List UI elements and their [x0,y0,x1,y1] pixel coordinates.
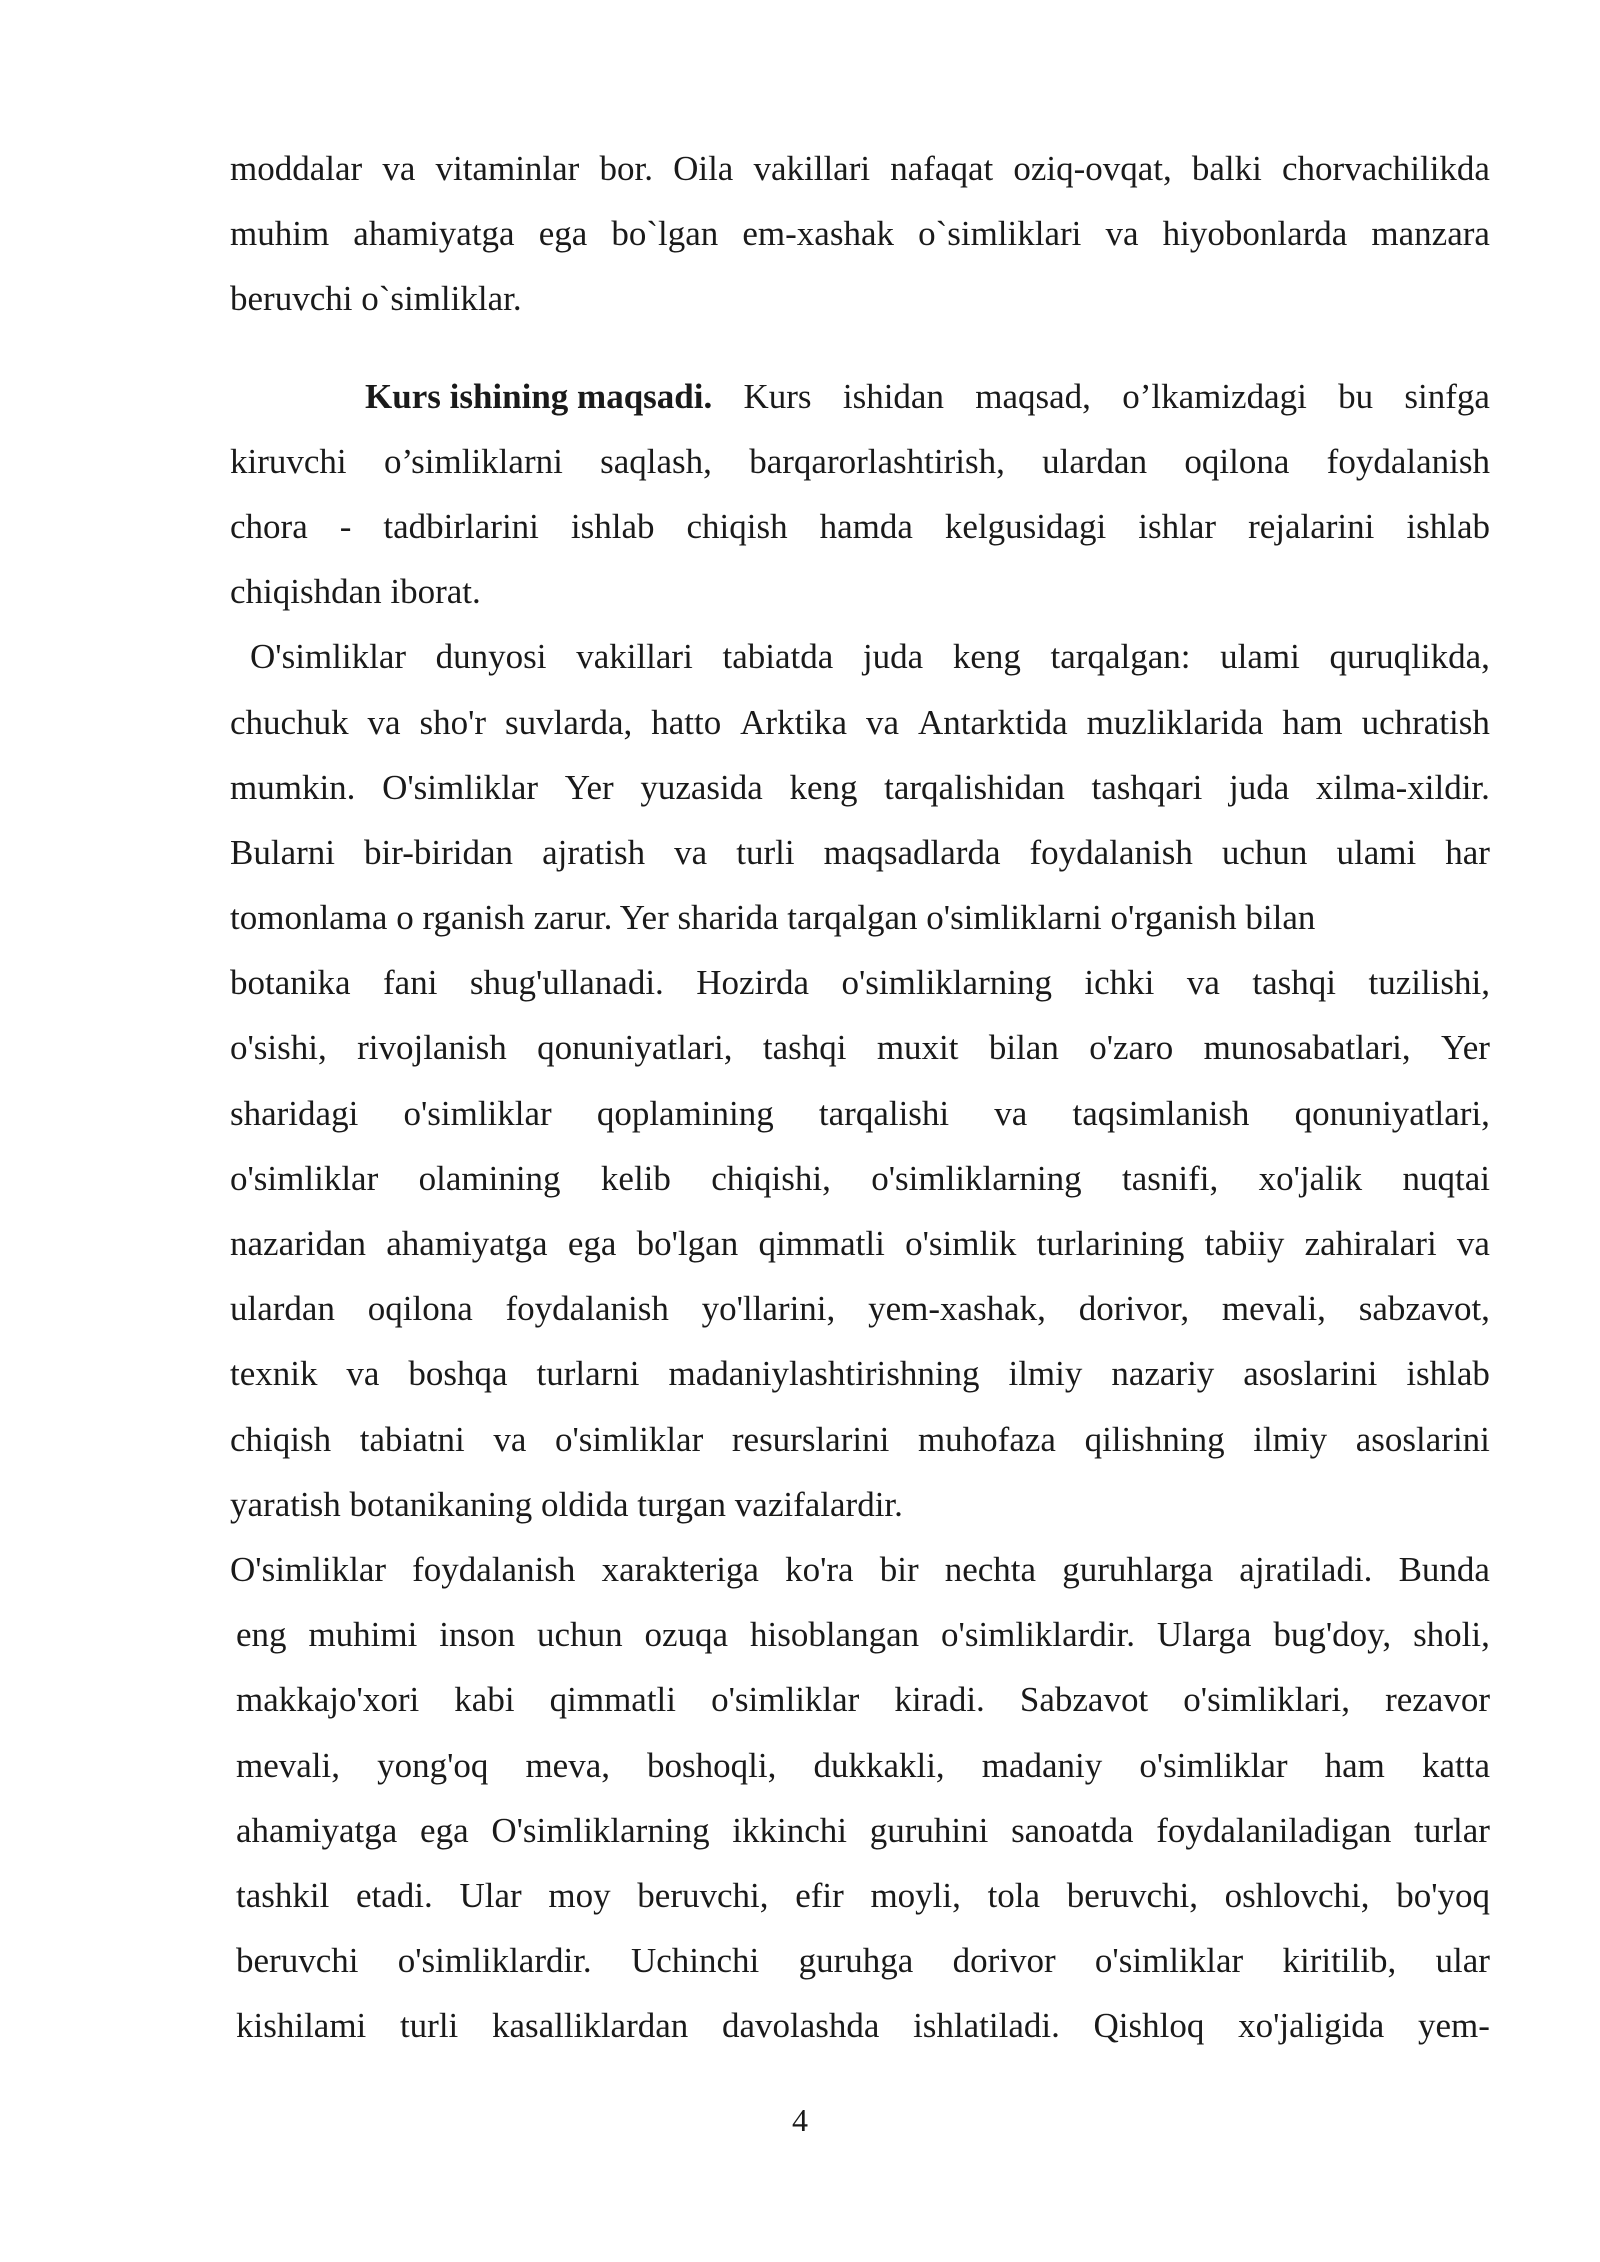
word: ham [1324,1745,1385,1785]
word: foydalanish [1326,441,1490,481]
word: chorvachilikda [1282,149,1490,188]
word: chiqish [230,1419,332,1459]
word: guruhlarga [1062,1549,1214,1589]
word: oshlovchi, [1224,1875,1370,1915]
word: ulami [1336,832,1417,872]
word: eng [236,1615,287,1655]
word: mumkin. [230,767,356,807]
word: ikkinchi [732,1810,848,1850]
word: tadbirlarini [383,506,539,546]
word: munosabatlari, [1203,1028,1411,1068]
text-line [230,494,1490,559]
paragraph-plant-groups [230,1537,1490,2059]
word: qimmatli [758,1224,885,1263]
page-number: 4 [792,2102,808,2138]
text-line [230,1146,1490,1211]
word: Sabzavot [1019,1680,1149,1720]
word: yuzasida [640,767,763,807]
word: o'simliklari, [1183,1680,1350,1720]
word: ishlab [1406,506,1490,546]
word: tabiatda [722,637,834,677]
word: va [1105,214,1139,254]
word: xo'jalik [1258,1158,1363,1198]
text-line [230,1667,1490,1732]
text-line [230,1993,1490,2058]
word: nafaqat [890,149,994,188]
word: yem- [1418,2006,1490,2046]
text-line [230,690,1490,755]
word: vakillari [753,149,871,188]
text-line [230,1863,1490,1928]
word: uchun [1221,832,1308,872]
word: ichki [1084,963,1155,1003]
word: sharidagi [230,1093,359,1133]
word: va [493,1419,527,1459]
word: turlarni [536,1354,640,1394]
word: bor. [599,149,653,188]
word: muxit [876,1028,959,1068]
word: Bularni [230,832,335,872]
word: zahiralari [1304,1224,1437,1263]
word: tasnifi, [1122,1158,1219,1198]
word: kishilami [236,2006,367,2046]
word: botanika [230,963,351,1003]
section-heading: Kurs ishining maqsadi. [365,376,713,416]
word: foydalanish [1029,832,1193,872]
word: dunyosi [435,637,547,677]
word: shug'ullanadi. [469,963,664,1003]
word: muhofaza [917,1419,1056,1459]
word: resurslarini [731,1419,890,1459]
text-line [230,1015,1490,1080]
word: sabzavot, [1358,1289,1490,1329]
word: maqsadlarda [823,832,1001,872]
word: inson [439,1615,516,1655]
word: chiqishi, [711,1158,831,1198]
word: makkajo'xori [236,1680,420,1720]
page-body [230,136,1490,2058]
text-line [230,136,1490,201]
word: meva, [525,1745,610,1785]
word: vitaminlar [435,149,580,188]
text-line: chiqishdan iborat. [230,572,481,612]
word: tuzilishi, [1368,963,1490,1003]
word: Qishloq [1093,2006,1205,2046]
word: olamining [418,1158,561,1198]
word: quruqlikda, [1329,637,1490,677]
text-line [230,820,1490,885]
word: qilishning [1084,1419,1225,1459]
word: maqsad, [975,376,1091,416]
word: ahamiyatga [386,1224,548,1263]
word: ishlar [1138,506,1217,546]
word: davolashda [721,2006,880,2046]
text-line [230,1081,1490,1146]
word: turlar [1414,1810,1490,1850]
word: Ularga [1156,1615,1252,1655]
word: turli [399,2006,459,2046]
word: kiruvchi [230,441,347,481]
word: bilan [988,1028,1059,1068]
word: Kurs [743,376,812,416]
word: Bunda [1398,1549,1490,1589]
text-line [230,201,1490,266]
text-line [230,1798,1490,1863]
text-line: tomonlama o rganish zarur. Yer sharida tarqalgan o'simliklarni o'rganish bilan [230,898,1316,938]
word: mevali, [236,1745,340,1785]
word: boshqa [408,1354,508,1394]
word: turlarining [1036,1224,1185,1263]
word: va [382,149,416,188]
word: ega [420,1810,469,1850]
word: ulardan [1042,441,1148,481]
word: hiyobonlarda [1162,214,1348,254]
word: tarqalishidan [884,767,1065,807]
word: oziq-ovqat, [1013,149,1172,188]
word: muhim [230,214,330,254]
word: foydalanish [412,1549,576,1589]
word: bir-biridan [364,832,514,872]
word: fani [383,963,438,1003]
word: barqarorlashtirish, [749,441,1005,481]
word: tabiatni [359,1419,465,1459]
word: ahamiyatga [236,1810,398,1850]
word: ular [1435,1941,1490,1981]
word: O'simliklar [382,767,539,807]
word: tashkil [236,1875,330,1915]
paragraph-gap [230,332,1490,364]
word: Antarktida [917,702,1068,742]
word: beruvchi [236,1941,359,1981]
word: qonuniyatlari, [1294,1093,1490,1133]
word: foydalaniladigan [1156,1810,1392,1850]
word: qimmatli [549,1680,677,1720]
word: rejalarini [1248,506,1375,546]
text-line [230,1537,1490,1602]
word: ilmiy [1008,1354,1083,1394]
word: madaniylashtirishning [668,1354,980,1394]
word: va [1456,1224,1490,1263]
word: hisoblangan [749,1615,920,1655]
word: katta [1421,1745,1490,1785]
word: ko'ra [785,1549,854,1589]
word: beruvchi, [637,1875,769,1915]
word: dorivor, [1078,1289,1190,1329]
word: nuqtai [1402,1158,1490,1198]
word: o'simliklar [555,1419,704,1459]
word: o'simliklar [711,1680,860,1720]
word: xo'jaligida [1238,2006,1385,2046]
word: Ular [459,1875,522,1915]
word: keng [952,637,1021,677]
word: o'zaro [1089,1028,1174,1068]
paragraph-plant-world [230,624,1490,1537]
word: va [865,702,900,742]
word: uchun [537,1615,623,1655]
word: ozuqa [644,1615,729,1655]
word: ham [1282,702,1343,742]
word: oqilona [367,1289,473,1329]
word: yong'oq [377,1745,489,1785]
word: suvlarda, [504,702,633,742]
word: chiqish [686,506,788,546]
word: juda [862,637,924,677]
word: tabiiy [1204,1224,1285,1263]
word: o'simliklarning [841,963,1052,1003]
word: o'simliklar [230,1158,379,1198]
word: Uchinchi [630,1941,760,1981]
paragraph-course-goal [230,364,1490,625]
word: moddalar [230,149,363,188]
word: Arktika [740,702,848,742]
word: xarakteriga [601,1549,759,1589]
word: hamda [819,506,913,546]
word: sholi, [1413,1615,1490,1655]
text-line [230,755,1490,820]
word: rezavor [1385,1680,1490,1720]
word: o'simliklar [403,1093,552,1133]
word: turli [736,832,795,872]
word: kelib [600,1158,671,1198]
word: va [346,1354,380,1394]
word: saqlash, [600,441,712,481]
word: efir [795,1875,844,1915]
word: kiritilib, [1282,1941,1397,1981]
word: tarqalgan: [1050,637,1191,677]
word: bo'yoq [1396,1875,1490,1915]
paragraph-intro [230,136,1490,332]
word: sanoatda [1011,1810,1134,1850]
word: muhimi [308,1615,418,1655]
word: o'simliklardir. [941,1615,1135,1655]
word: nazariy [1111,1354,1215,1394]
text-line [230,950,1490,1015]
word: ishidan [842,376,944,416]
word: ishlab [570,506,655,546]
word: Yer [1440,1028,1490,1068]
word: ega [538,214,588,254]
word: keng [789,767,858,807]
word: tarqalishi [818,1093,950,1133]
text-line [230,429,1490,494]
word: ilmiy [1253,1419,1328,1459]
word: madaniy [981,1745,1103,1785]
word: kabi [454,1680,515,1720]
word: sho'r [419,702,487,742]
text-line [230,1211,1490,1276]
word: o'simliklar [1139,1745,1288,1785]
word: ahamiyatga [353,214,515,254]
text-line [230,364,1490,429]
word: Oila [673,149,734,188]
word: kiradi. [894,1680,985,1720]
word: nazaridan [230,1224,367,1263]
word: mevali, [1221,1289,1326,1329]
word: o'simliklarning [871,1158,1082,1198]
word: dukkakli, [813,1745,945,1785]
word: o’lkamizdagi [1122,376,1307,416]
word: balki [1191,149,1262,188]
word: moy [548,1875,611,1915]
word: ega [567,1224,617,1263]
word: bir [879,1549,919,1589]
word: o’simliklarni [383,441,563,481]
word: xilma-xildir. [1315,767,1490,807]
word: muzliklarida [1086,702,1264,742]
word: etadi. [356,1875,433,1915]
word: bo`lgan [611,214,719,254]
word: em-xashak [742,214,894,254]
word: va [994,1093,1028,1133]
word: tola [987,1875,1041,1915]
text-line [230,1407,1490,1472]
word: yo'llarini, [701,1289,836,1329]
word: tashqari [1091,767,1203,807]
word: guruhga [798,1941,914,1981]
word: kelgusidagi [944,506,1107,546]
word: qonuniyatlari, [537,1028,733,1068]
word: dorivor [952,1941,1056,1981]
word: chuchuk [230,702,349,742]
word: uchratish [1361,702,1490,742]
word: tashqi [1252,963,1336,1003]
text-line [230,1733,1490,1798]
word: ulardan [230,1289,335,1329]
word: o'sishi, [230,1028,327,1068]
word: taqsimlanish [1072,1093,1250,1133]
word: va [674,832,708,872]
word: O'simliklarning [491,1810,710,1850]
word: o'simlik [905,1224,1017,1263]
word: Yer [564,767,614,807]
word: foydalanish [505,1289,669,1329]
word: asoslarini [1355,1419,1490,1459]
word: tashqi [762,1028,847,1068]
word: yem-xashak, [868,1289,1046,1329]
word: vakillari [576,637,693,677]
word: hatto [651,702,722,742]
text-line [230,1341,1490,1406]
word: qoplamining [596,1093,774,1133]
text-line: beruvchi o`simliklar. [230,279,522,319]
word: ajratish [542,832,646,872]
word: boshoqli, [647,1745,777,1785]
word: o`simliklari [918,214,1082,254]
word: chora [230,506,308,546]
word: bo'lgan [636,1224,739,1263]
text-line [230,624,1490,689]
word: har [1445,832,1490,872]
word: va [1186,963,1220,1003]
text-line: yaratish botanikaning oldida turgan vazifalardir. [230,1484,903,1524]
word: ishlab [1406,1354,1490,1394]
word: guruhini [869,1810,989,1850]
word: nechta [944,1549,1037,1589]
word: kasalliklardan [491,2006,689,2046]
word: juda [1228,767,1290,807]
word: sinfga [1404,376,1490,416]
word: oqilona [1184,441,1290,481]
word: texnik [230,1354,318,1394]
word: O'simliklar [230,1549,387,1589]
word: asoslarini [1243,1354,1378,1394]
word: manzara [1371,214,1490,254]
word: o'simliklar [1094,1941,1244,1981]
word: ajratiladi. [1239,1549,1373,1589]
word: bug'doy, [1273,1615,1392,1655]
word: va [367,702,401,742]
word: beruvchi, [1066,1875,1198,1915]
text-line [230,1928,1490,1993]
word: bu [1338,376,1374,416]
word: - [339,506,352,546]
word: ulami [1220,637,1300,677]
word: Hozirda [696,963,810,1003]
word: rivojlanish [357,1028,507,1068]
word: O'simliklar [250,637,407,677]
text-line [230,1602,1490,1667]
word: o'simliklardir. [397,1941,592,1981]
word: ishlatiladi. [913,2006,1060,2046]
word: moyli, [870,1875,961,1915]
text-line [230,1276,1490,1341]
